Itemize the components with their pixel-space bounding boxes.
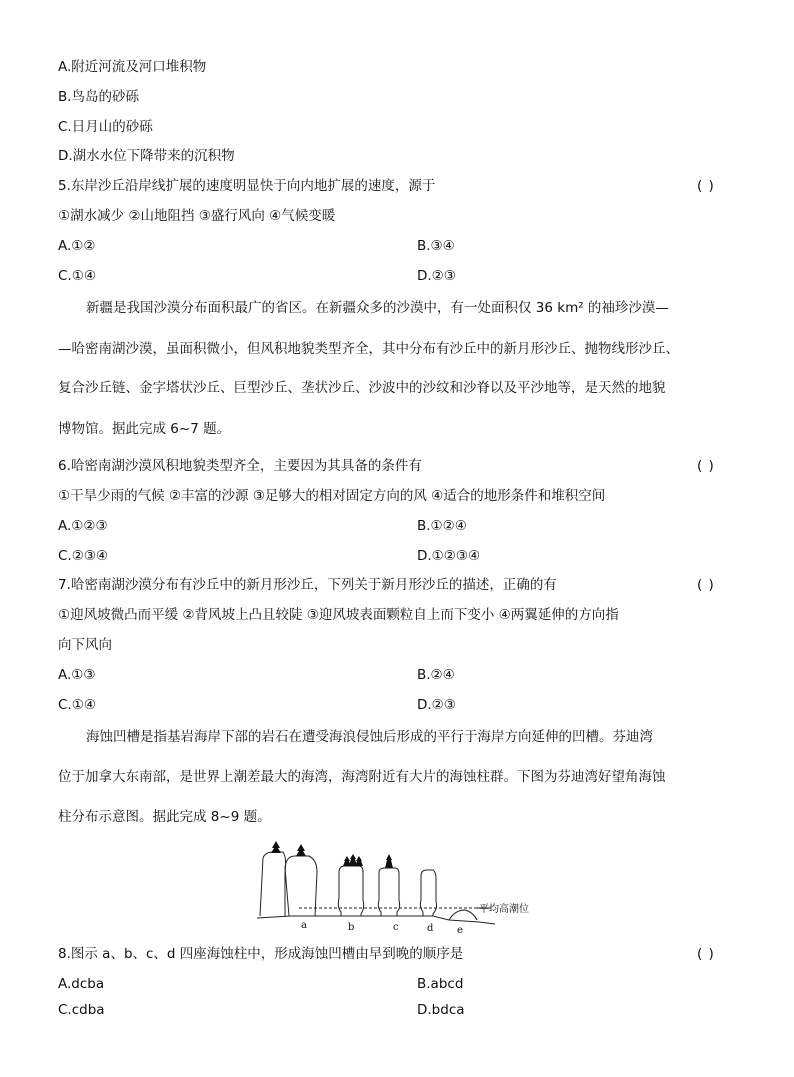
sea-floor	[257, 916, 495, 924]
q7-items-line-1: ①迎风坡微凸而平缓 ②背风坡上凸且较陡 ③迎风坡表面颗粒自上而下变小 ④两翼延伸的方向指	[58, 607, 619, 623]
pillar-label-a: a	[301, 920, 307, 931]
q6-option-c: C.②③④	[58, 548, 109, 564]
q8-option-b: B.abcd	[417, 976, 464, 992]
q7-option-c: C.①④	[58, 697, 96, 713]
q4-option-b: B.鸟岛的砂砾	[58, 89, 140, 105]
tree-icon	[271, 841, 281, 853]
cliff-outline	[260, 852, 286, 916]
q7-answer-paren: ( )	[697, 577, 715, 593]
q6-option-a: A.①②③	[58, 518, 108, 534]
pillar-label-b: b	[348, 922, 355, 933]
q7-option-a: A.①③	[58, 667, 96, 683]
passage1-line-3: 复合沙丘链、金字塔状沙丘、巨型沙丘、垄状沙丘、沙波中的沙纹和沙脊以及平沙地等，是天然的地貌	[58, 380, 666, 396]
q5-stem: 5.东岸沙丘沿岸线扩展的速度明显快于向内地扩展的速度，源于	[58, 178, 436, 194]
q7-option-d: D.②③	[417, 697, 456, 713]
q4-option-d: D.湖水水位下降带来的沉积物	[58, 148, 235, 164]
passage2-line-3: 柱分布示意图。据此完成 8~9 题。	[58, 809, 271, 825]
pillar-label-e: e	[457, 925, 463, 936]
passage1-line-2: —哈密南湖沙漠，虽面积微小，但风积地貌类型齐全，其中分布有沙丘中的新月形沙丘、抛物线形沙丘、	[58, 341, 679, 357]
passage2-line-1: 海蚀凹槽是指基岩海岸下部的岩石在遭受海浪侵蚀后形成的平行于海岸方向延伸的凹槽。芬迪湾	[86, 729, 653, 745]
tree-icon	[296, 844, 306, 856]
q8-option-a: A.dcba	[58, 976, 105, 992]
passage2-line-2: 位于加拿大东南部，是世界上潮差最大的海湾，海湾附近有大片的海蚀柱群。下图为芬迪湾好望角海蚀	[58, 769, 666, 785]
pillar-a-outline	[285, 856, 317, 916]
pillar-d-outline	[420, 870, 436, 916]
tree-icons	[271, 841, 393, 868]
q5-answer-paren: ( )	[697, 178, 715, 194]
q8-option-d: D.bdca	[417, 1002, 465, 1018]
q4-option-c: C.日月山的砂砾	[58, 119, 153, 135]
q5-items: ①湖水减少 ②山地阻挡 ③盛行风向 ④气候变暖	[58, 208, 336, 224]
q6-stem: 6.哈密南湖沙漠风积地貌类型齐全，主要因为其具备的条件有	[58, 458, 422, 474]
passage1-line-4: 博物馆。据此完成 6~7 题。	[58, 421, 231, 437]
tree-icon	[385, 854, 393, 868]
passage1-line-1: 新疆是我国沙漠分布面积最广的省区。在新疆众多的沙漠中，有一处面积仅 36 km² 的袖珍沙漠—	[86, 300, 669, 316]
q6-option-d: D.①②③④	[417, 548, 481, 564]
q6-items: ①干旱少雨的气候 ②丰富的沙源 ③足够大的相对固定方向的风 ④适合的地形条件和堆积空间	[58, 488, 606, 504]
sea-stack-diagram	[255, 838, 545, 936]
q6-option-b: B.①②④	[417, 518, 467, 534]
q8-option-c: C.cdba	[58, 1002, 105, 1018]
rock-e-outline	[449, 910, 477, 920]
q5-option-c: C.①④	[58, 268, 96, 284]
q7-items-line-2: 向下风向	[58, 637, 112, 653]
tree-icon	[355, 856, 363, 866]
pillar-c-outline	[378, 868, 399, 916]
pillar-label-d: d	[427, 923, 434, 934]
q8-stem: 8.图示 a、b、c、d 四座海蚀柱中，形成海蚀凹槽由早到晚的顺序是	[58, 946, 464, 962]
q7-stem: 7.哈密南湖沙漠分布有沙丘中的新月形沙丘，下列关于新月形沙丘的描述，正确的有	[58, 577, 557, 593]
q4-option-a: A.附近河流及河口堆积物	[58, 59, 207, 75]
q5-option-a: A.①②	[58, 238, 96, 254]
q5-option-b: B.③④	[417, 238, 455, 254]
q6-answer-paren: ( )	[697, 458, 715, 474]
q5-option-d: D.②③	[417, 268, 456, 284]
water-level-label: 平均高潮位	[479, 904, 529, 915]
q7-option-b: B.②④	[417, 667, 455, 683]
pillar-label-c: c	[393, 922, 399, 933]
q8-answer-paren: ( )	[697, 946, 715, 962]
